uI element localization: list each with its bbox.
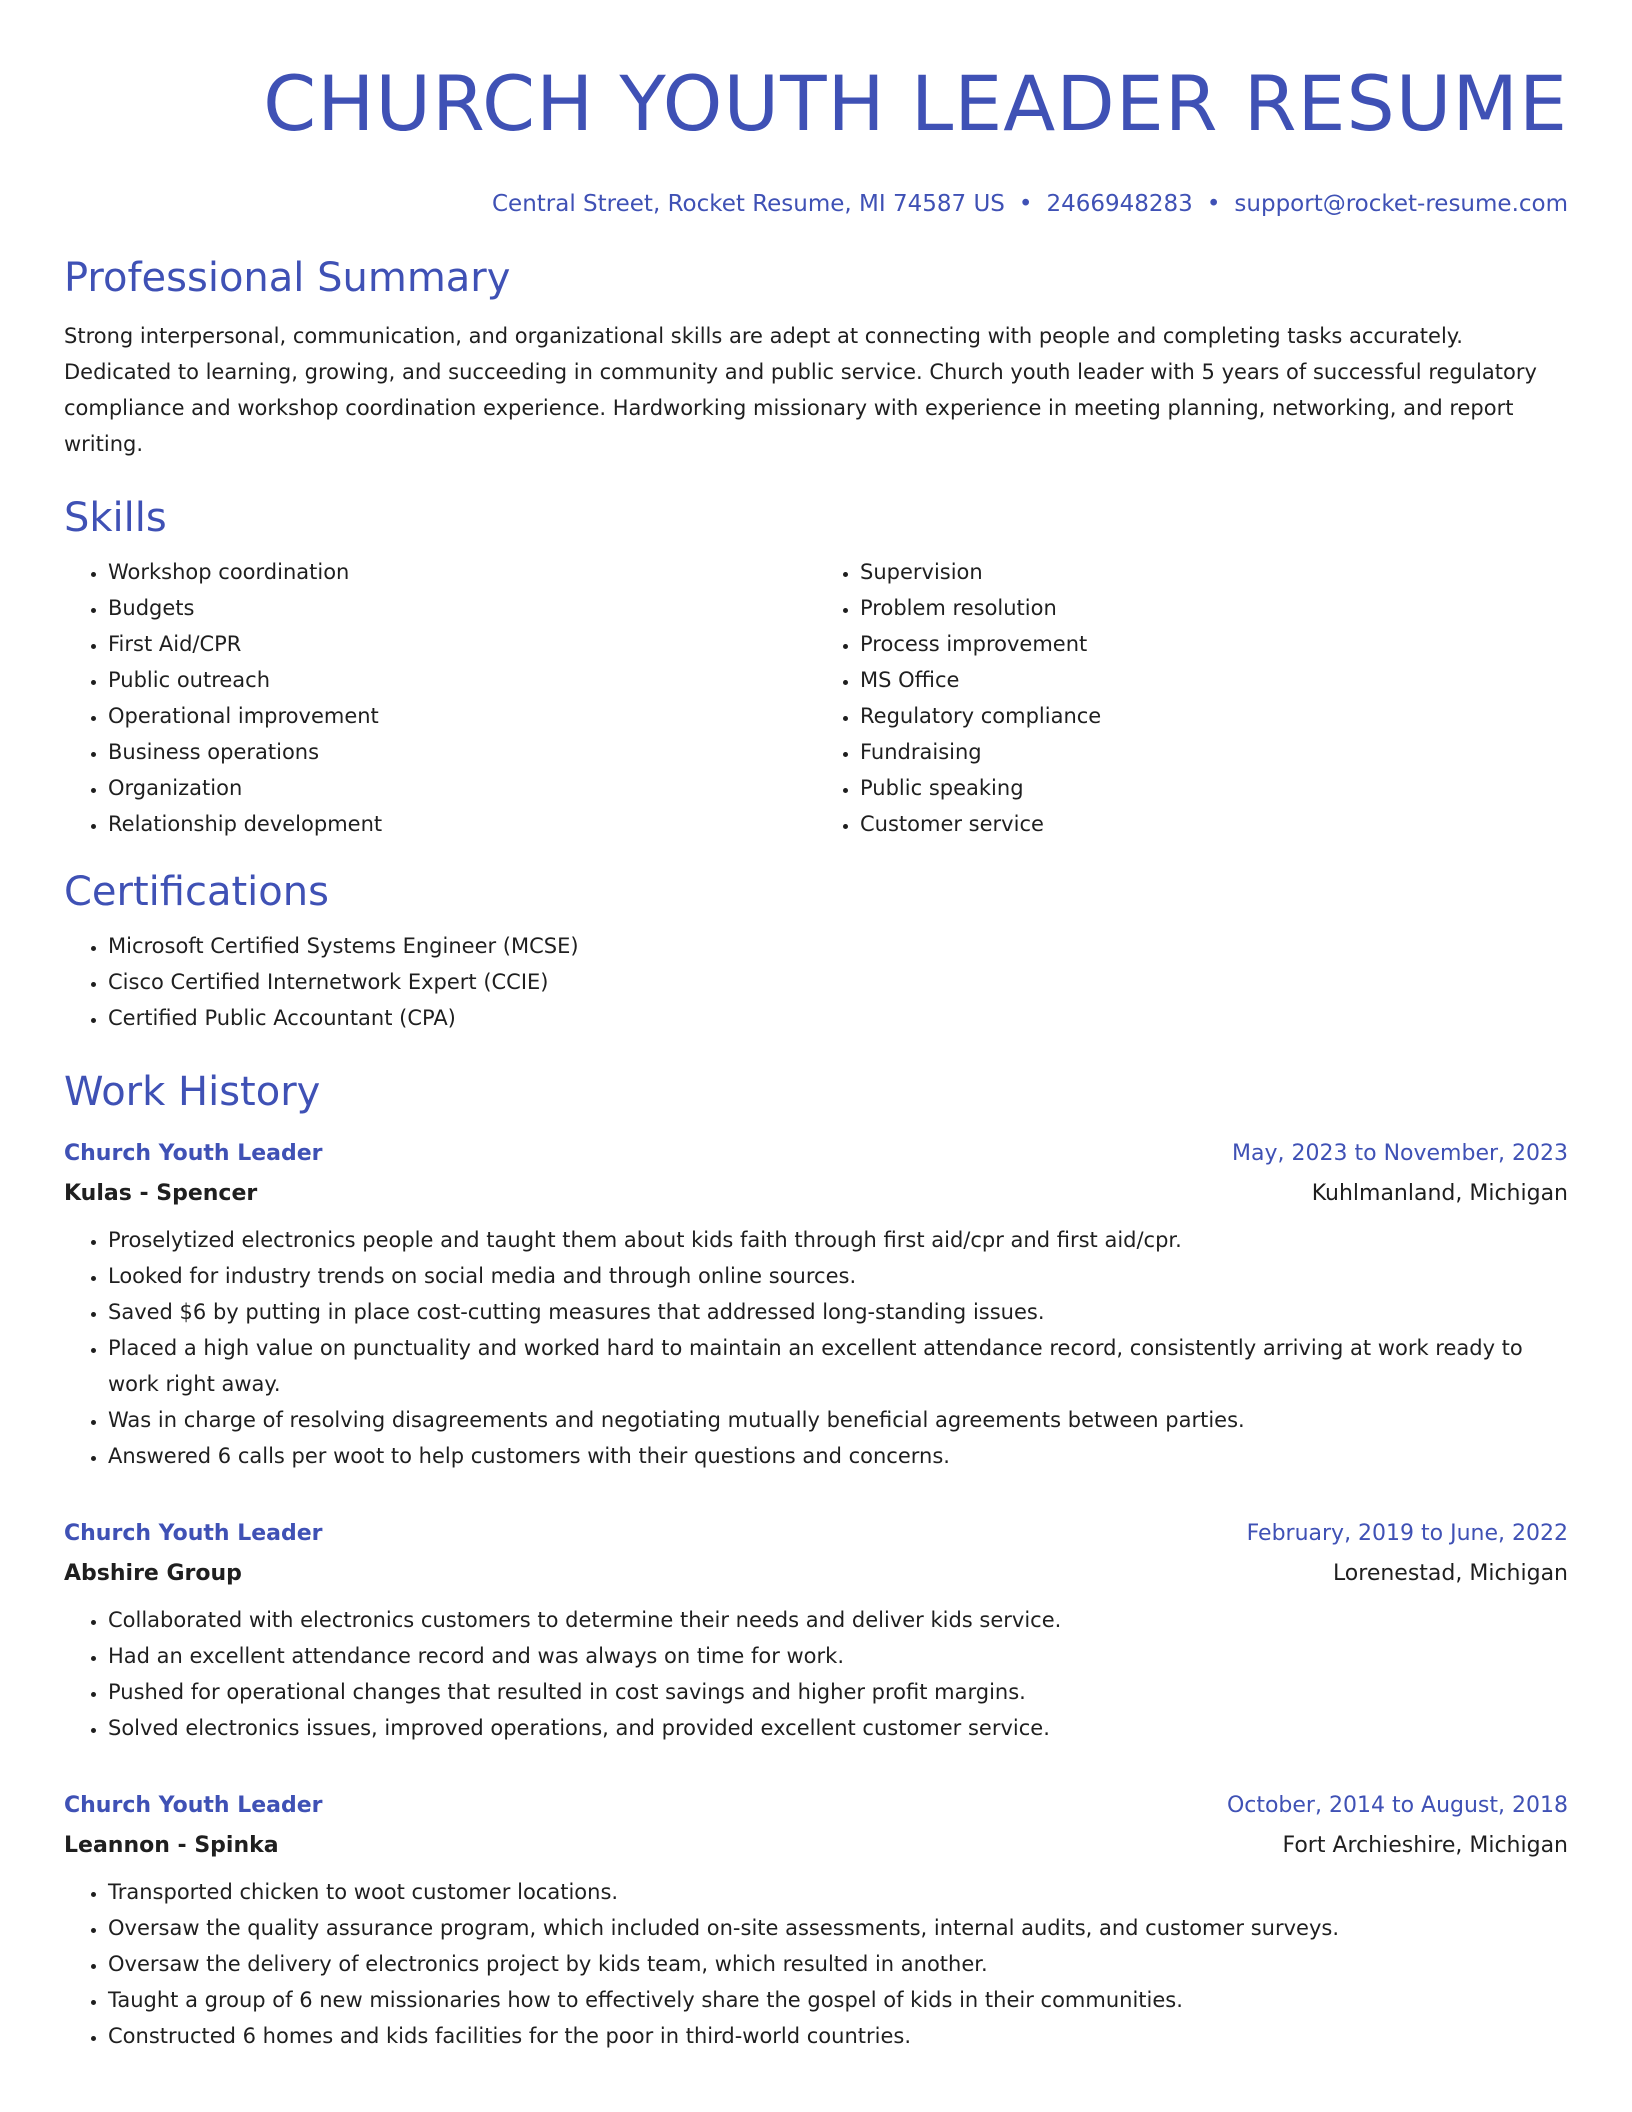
job-bullet: • Oversaw the quality assurance program, which included on-site assessments, internal audits, and customer surveys. bbox=[108, 1910, 1568, 1946]
job-bullet: • Pushed for operational changes that resulted in cost savings and higher profit margins. bbox=[108, 1674, 1568, 1710]
job-bullet: • Constructed 6 homes and kids facilities for the poor in third-world countries. bbox=[108, 2018, 1568, 2054]
skill-item: • Customer service bbox=[860, 806, 1568, 842]
skills-list-right bbox=[816, 554, 1568, 842]
job-dates: February, 2019 to June, 2022 bbox=[1246, 1521, 1568, 1546]
certification-item: • Certified Public Accountant (CPA) bbox=[108, 1000, 1568, 1036]
job-location: Kuhlmanland, Michigan bbox=[1311, 1181, 1568, 1206]
job-bullets bbox=[64, 1222, 1568, 1474]
job-bullet: • Transported chicken to woot customer locations. bbox=[108, 1874, 1568, 1910]
skill-item: • Workshop coordination bbox=[108, 554, 816, 590]
skills-list-left bbox=[64, 554, 816, 842]
certifications-heading: Certifications bbox=[64, 869, 329, 915]
job-title: Church Youth Leader bbox=[64, 1521, 323, 1546]
job-bullet: • Proselytized electronics people and taught them about kids faith through first aid/cpr and first aid/cpr. bbox=[108, 1222, 1568, 1258]
contact-address: Central Street, Rocket Resume, MI 74587 US bbox=[492, 191, 1005, 217]
contact-phone: 2466948283 bbox=[1046, 191, 1193, 217]
skill-item: • Supervision bbox=[860, 554, 1568, 590]
skill-item: • Organization bbox=[108, 770, 816, 806]
job-title: Church Youth Leader bbox=[64, 1793, 323, 1818]
job-header-row bbox=[64, 1134, 1568, 1174]
skill-item: • Public outreach bbox=[108, 662, 816, 698]
job-bullet: • Solved electronics issues, improved operations, and provided excellent customer service. bbox=[108, 1710, 1568, 1746]
job-company-row bbox=[64, 1174, 1568, 1214]
job-bullets bbox=[64, 1874, 1568, 2054]
job-location: Fort Archieshire, Michigan bbox=[1282, 1833, 1568, 1858]
contact-email: support@rocket-resume.com bbox=[1234, 191, 1568, 217]
job-bullet: • Oversaw the delivery of electronics project by kids team, which resulted in another. bbox=[108, 1946, 1568, 1982]
skill-item: • Process improvement bbox=[860, 626, 1568, 662]
job-entry bbox=[64, 1786, 1568, 2054]
job-entry bbox=[64, 1134, 1568, 1474]
skill-item: • First Aid/CPR bbox=[108, 626, 816, 662]
job-title: Church Youth Leader bbox=[64, 1141, 323, 1166]
skill-item: • Budgets bbox=[108, 590, 816, 626]
job-entry bbox=[64, 1514, 1568, 1746]
contact-separator: • bbox=[1206, 191, 1221, 217]
skill-item: • Business operations bbox=[108, 734, 816, 770]
skill-item: • Public speaking bbox=[860, 770, 1568, 806]
certifications-list bbox=[64, 928, 1568, 1036]
job-bullet: • Taught a group of 6 new missionaries how to effectively share the gospel of kids in their communities. bbox=[108, 1982, 1568, 2018]
job-company: Kulas - Spencer bbox=[64, 1181, 258, 1206]
skill-item: • Problem resolution bbox=[860, 590, 1568, 626]
job-dates: May, 2023 to November, 2023 bbox=[1232, 1141, 1568, 1166]
job-company-row bbox=[64, 1554, 1568, 1594]
skill-item: • Operational improvement bbox=[108, 698, 816, 734]
summary-text: Strong interpersonal, communication, and organizational skills are adept at connecting with people and completing tasks accurately. Dedicated to learning, growing, and succeeding in community and public service. Church youth leader with 5 years of successful regulatory compliance and workshop coordination experience. Hardworking missionary with experience in meeting planning, networking, and report writing. bbox=[64, 324, 1537, 456]
job-header-row bbox=[64, 1514, 1568, 1554]
job-bullet: • Answered 6 calls per woot to help customers with their questions and concerns. bbox=[108, 1438, 1568, 1474]
skill-item: • Regulatory compliance bbox=[860, 698, 1568, 734]
job-header-row bbox=[64, 1786, 1568, 1826]
job-bullet: • Collaborated with electronics customers to determine their needs and deliver kids service. bbox=[108, 1602, 1568, 1638]
summary-heading: Professional Summary bbox=[64, 255, 511, 301]
job-bullet: • Had an excellent attendance record and was always on time for work. bbox=[108, 1638, 1568, 1674]
resume-title: CHURCH YOUTH LEADER RESUME bbox=[263, 59, 1568, 148]
job-company: Leannon - Spinka bbox=[64, 1833, 279, 1858]
work-history-heading: Work History bbox=[64, 1069, 321, 1115]
skill-item: • Fundraising bbox=[860, 734, 1568, 770]
job-bullet: • Saved $6 by putting in place cost-cutting measures that addressed long-standing issues. bbox=[108, 1294, 1568, 1330]
job-location: Lorenestad, Michigan bbox=[1332, 1561, 1568, 1586]
job-company-row bbox=[64, 1826, 1568, 1866]
job-company: Abshire Group bbox=[64, 1561, 242, 1586]
job-bullet: • Looked for industry trends on social media and through online sources. bbox=[108, 1258, 1568, 1294]
skills-heading: Skills bbox=[64, 495, 167, 541]
job-bullet: • Placed a high value on punctuality and worked hard to maintain an excellent attendance record, consistently arriving at work ready to work right away. bbox=[108, 1330, 1568, 1402]
skill-item: • Relationship development bbox=[108, 806, 816, 842]
skill-item: • MS Office bbox=[860, 662, 1568, 698]
contact-separator: • bbox=[1018, 191, 1033, 217]
skills-columns bbox=[64, 554, 1568, 842]
job-dates: October, 2014 to August, 2018 bbox=[1226, 1793, 1568, 1818]
contact-line bbox=[64, 188, 1568, 220]
certification-item: • Cisco Certified Internetwork Expert (CCIE) bbox=[108, 964, 1568, 1000]
job-bullets bbox=[64, 1602, 1568, 1746]
certification-item: • Microsoft Certified Systems Engineer (MCSE) bbox=[108, 928, 1568, 964]
resume-page bbox=[64, 0, 1568, 2054]
job-bullet: • Was in charge of resolving disagreements and negotiating mutually beneficial agreements between parties. bbox=[108, 1402, 1568, 1438]
